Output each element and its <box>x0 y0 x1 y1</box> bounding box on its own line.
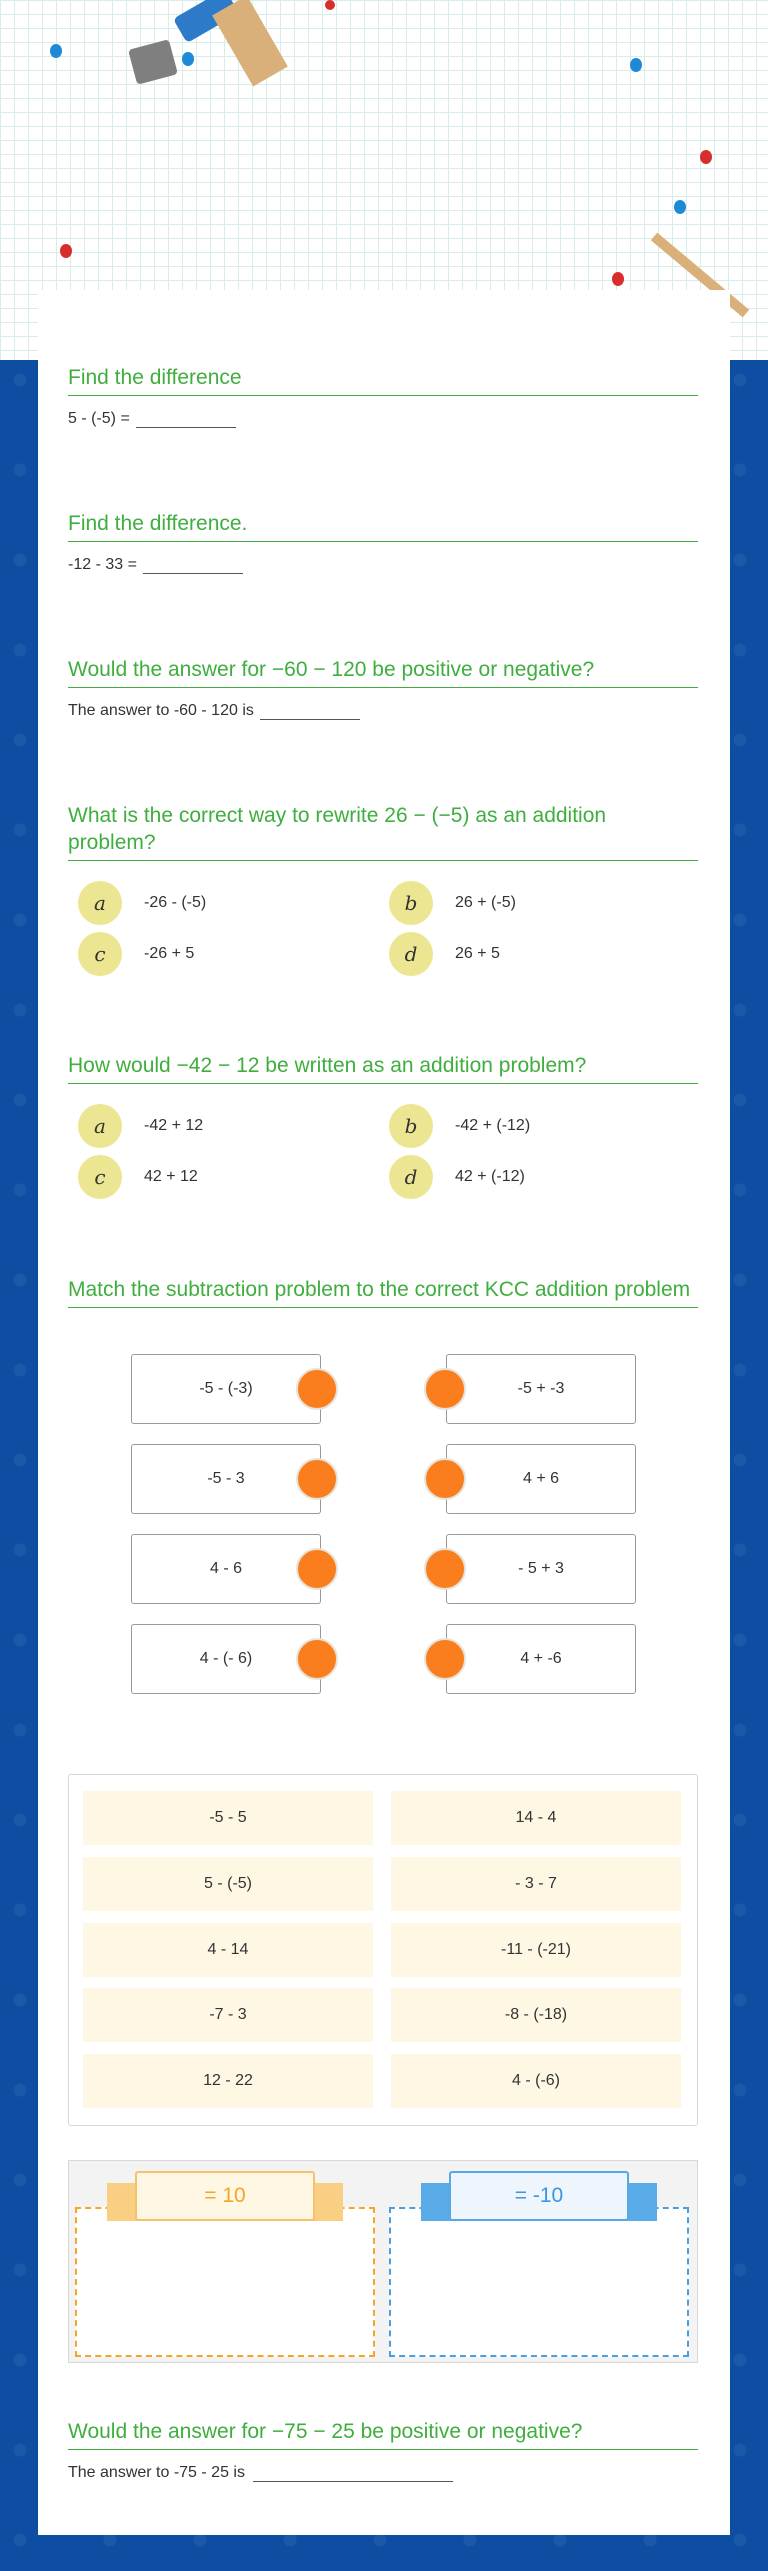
decorative-dot <box>182 52 194 66</box>
option-badge: c <box>78 1155 122 1199</box>
decorative-dot <box>325 0 335 10</box>
option-badge: c <box>78 932 122 976</box>
question-title: How would −42 − 12 be written as an addition problem? <box>68 1052 698 1084</box>
bin-label-text: = 10 <box>135 2171 315 2221</box>
match-connector-left[interactable] <box>296 1638 338 1680</box>
option-badge: a <box>78 881 122 925</box>
option-text: -42 + 12 <box>144 1117 204 1134</box>
decorative-dot <box>612 272 624 286</box>
bin-drop-zone-right[interactable] <box>389 2207 689 2357</box>
option-badge: a <box>78 1104 122 1148</box>
decorative-dot <box>674 200 686 214</box>
sort-item[interactable]: - 3 - 7 <box>391 1857 681 1911</box>
decorative-dot <box>700 150 712 164</box>
sort-item[interactable]: 4 - 14 <box>83 1923 373 1977</box>
match-left-item[interactable]: -5 - (-3) <box>131 1354 321 1424</box>
question-1 <box>68 364 698 428</box>
sort-item[interactable]: -7 - 3 <box>83 1988 373 2042</box>
answer-blank[interactable] <box>136 412 236 428</box>
question-prompt <box>68 556 698 574</box>
question-title: Find the difference. <box>68 510 698 542</box>
option-d[interactable] <box>389 1154 689 1200</box>
match-connector-right[interactable] <box>424 1548 466 1590</box>
sort-item[interactable]: -11 - (-21) <box>391 1923 681 1977</box>
match-right-item[interactable]: -5 + -3 <box>446 1354 636 1424</box>
question-4 <box>68 802 698 861</box>
sort-item[interactable]: -5 - 5 <box>83 1791 373 1845</box>
match-left-item[interactable]: 4 - 6 <box>131 1534 321 1604</box>
sort-items-panel <box>68 1774 698 2126</box>
question-prompt <box>68 702 698 720</box>
prompt-text: -12 - 33 = <box>68 556 137 573</box>
prompt-text: The answer to -75 - 25 is <box>68 2464 245 2481</box>
sort-item[interactable]: 4 - (-6) <box>391 2054 681 2108</box>
option-b[interactable] <box>389 880 689 926</box>
bin-label-right <box>449 2171 629 2221</box>
option-text: -42 + (-12) <box>455 1117 531 1134</box>
match-right-item[interactable]: - 5 + 3 <box>446 1534 636 1604</box>
option-badge: d <box>389 932 433 976</box>
match-connector-left[interactable] <box>296 1458 338 1500</box>
option-a[interactable] <box>78 1103 378 1149</box>
decorative-dot <box>60 244 72 258</box>
option-text: 26 + 5 <box>455 945 500 962</box>
question-prompt <box>68 2464 698 2482</box>
question-title: What is the correct way to rewrite 26 − (−5) as an addition problem? <box>68 802 698 861</box>
match-connector-right[interactable] <box>424 1638 466 1680</box>
bin-label-text: = -10 <box>449 2171 629 2221</box>
option-c[interactable] <box>78 1154 378 1200</box>
question-title: Would the answer for −60 − 120 be positive or negative? <box>68 656 698 688</box>
answer-blank[interactable] <box>143 558 243 574</box>
question-prompt <box>68 410 698 428</box>
option-b[interactable] <box>389 1103 689 1149</box>
match-connector-right[interactable] <box>424 1458 466 1500</box>
prompt-text: 5 - (-5) = <box>68 410 130 427</box>
sort-item[interactable]: 12 - 22 <box>83 2054 373 2108</box>
sort-item[interactable]: 14 - 4 <box>391 1791 681 1845</box>
sort-item[interactable]: 5 - (-5) <box>83 1857 373 1911</box>
question-5 <box>68 1052 698 1084</box>
answer-blank[interactable] <box>260 704 360 720</box>
bin-drop-zone-left[interactable] <box>75 2207 375 2357</box>
option-badge: b <box>389 881 433 925</box>
option-text: -26 + 5 <box>144 945 195 962</box>
option-badge: b <box>389 1104 433 1148</box>
question-7 <box>68 2418 698 2482</box>
match-connector-left[interactable] <box>296 1368 338 1410</box>
option-badge: d <box>389 1155 433 1199</box>
match-left-item[interactable]: -5 - 3 <box>131 1444 321 1514</box>
answer-blank[interactable] <box>253 2466 453 2482</box>
option-a[interactable] <box>78 880 378 926</box>
bin-label-left <box>135 2171 315 2221</box>
match-left-item[interactable]: 4 - (- 6) <box>131 1624 321 1694</box>
question-2 <box>68 510 698 574</box>
option-d[interactable] <box>389 931 689 977</box>
decorative-dot <box>50 44 62 58</box>
match-connector-left[interactable] <box>296 1548 338 1590</box>
option-text: 42 + (-12) <box>455 1168 525 1185</box>
option-text: -26 - (-5) <box>144 894 207 911</box>
option-text: 42 + 12 <box>144 1168 198 1185</box>
question-title: Would the answer for −75 − 25 be positive or negative? <box>68 2418 698 2450</box>
question-3 <box>68 656 698 720</box>
sort-bins-panel <box>68 2160 698 2363</box>
option-text: 26 + (-5) <box>455 894 516 911</box>
match-connector-right[interactable] <box>424 1368 466 1410</box>
question-title: Find the difference <box>68 364 698 396</box>
question-title: Match the subtraction problem to the correct KCC addition problem <box>68 1276 698 1308</box>
sort-item[interactable]: -8 - (-18) <box>391 1988 681 2042</box>
question-6 <box>68 1276 698 1308</box>
worksheet-card <box>38 290 730 2535</box>
match-right-item[interactable]: 4 + 6 <box>446 1444 636 1514</box>
decorative-dot <box>630 58 642 72</box>
match-right-item[interactable]: 4 + -6 <box>446 1624 636 1694</box>
prompt-text: The answer to -60 - 120 is <box>68 702 254 719</box>
option-c[interactable] <box>78 931 378 977</box>
